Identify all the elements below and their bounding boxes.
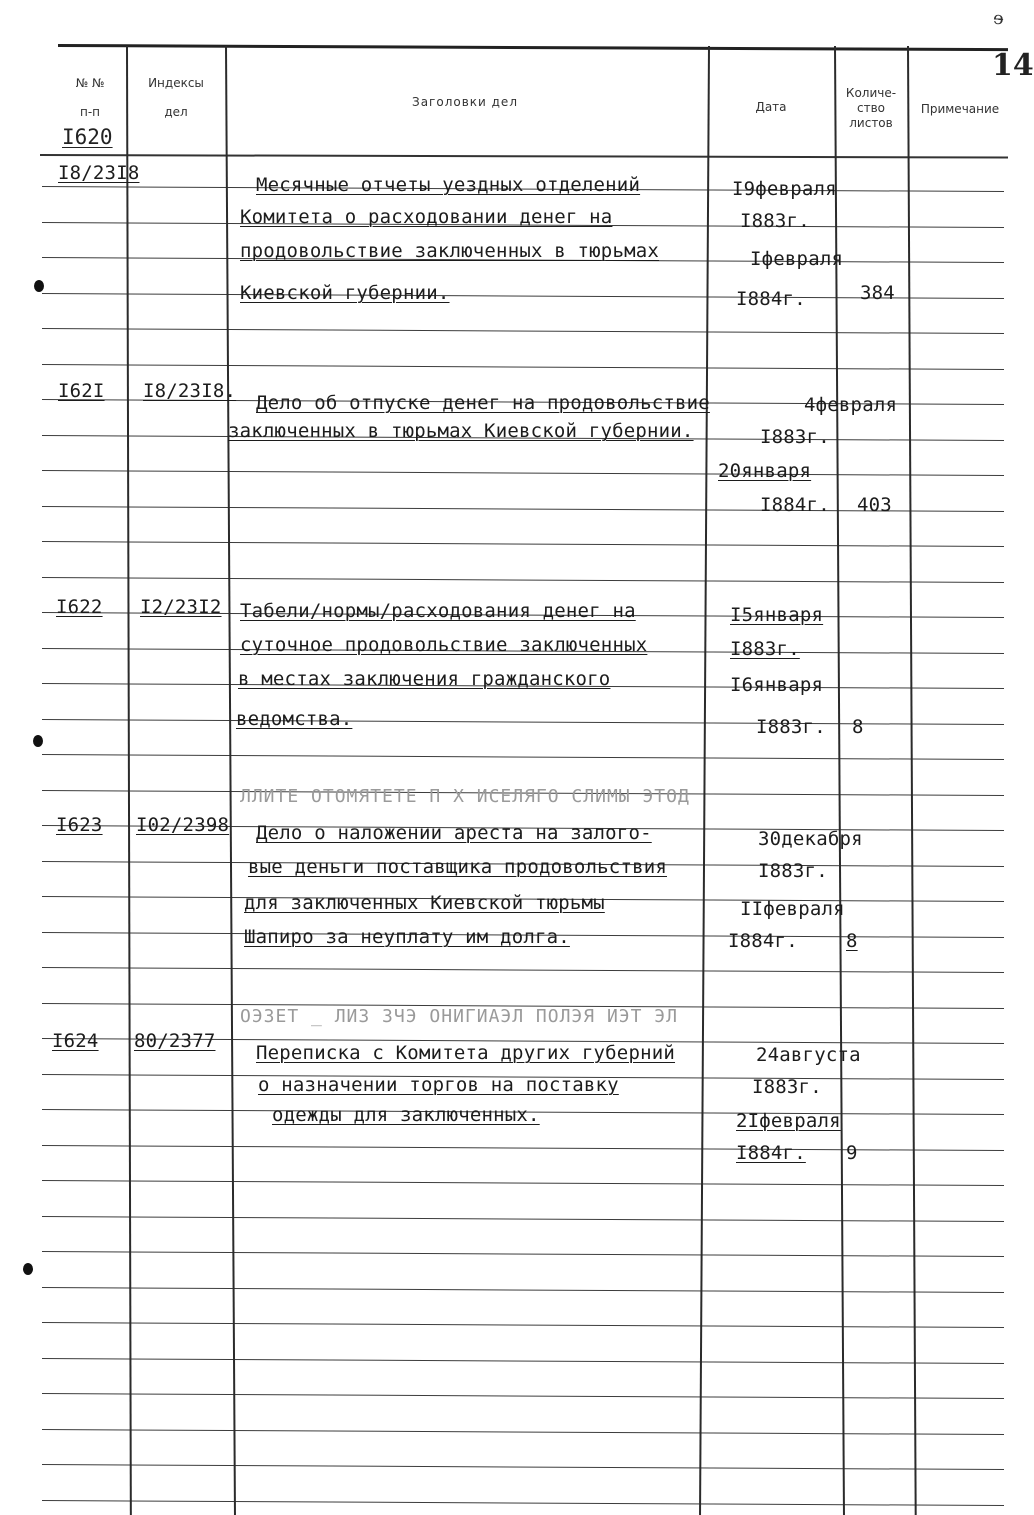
header-number-label: № № п-п bbox=[75, 76, 105, 119]
folio-number: 14 bbox=[992, 48, 1034, 83]
entry-date-end-day: 2Iфевраля bbox=[736, 1110, 841, 1132]
ruled-line bbox=[42, 1251, 1004, 1257]
entry-date-end-year: I883г. bbox=[756, 716, 826, 738]
entry-sheet-count: 9 bbox=[846, 1142, 858, 1164]
header-note-label: Примечание bbox=[920, 102, 1000, 116]
column-divider-date bbox=[699, 46, 709, 1515]
entry-sheet-count: 384 bbox=[860, 282, 895, 304]
ruled-line bbox=[42, 541, 1004, 547]
entry-title-line: Табели/нормы/расходования денег на bbox=[240, 600, 636, 622]
ruled-line bbox=[42, 1322, 1004, 1328]
header-title-label: Заголовки дел bbox=[412, 95, 518, 109]
ruled-line bbox=[42, 1145, 1004, 1151]
entry-date-start-day: 24августа bbox=[756, 1044, 861, 1066]
entry-date-end-year: I884г. bbox=[760, 494, 830, 516]
entry-date-end-year: I884г. bbox=[728, 930, 798, 952]
ruled-line bbox=[42, 967, 1004, 973]
entry-number: I623 bbox=[56, 814, 103, 836]
entry-title-line: в местах заключения гражданского bbox=[238, 668, 611, 690]
entry-title-line: Комитета о расходовании денег на bbox=[240, 206, 613, 228]
entry-date-end-day: Iфевраля bbox=[750, 248, 844, 270]
entry-index: I02/2398 bbox=[136, 814, 230, 836]
ruled-line bbox=[42, 470, 1004, 476]
ruled-line bbox=[42, 1358, 1004, 1364]
entry-date-start-year: I883г. bbox=[730, 638, 800, 660]
entry-date-start-day: I9февраля bbox=[732, 178, 837, 200]
entry-date-start-day: 4февраля bbox=[804, 394, 898, 416]
entry-title-line: о назначении торгов на поставку bbox=[258, 1074, 619, 1096]
column-divider-title bbox=[225, 46, 235, 1515]
ruled-line bbox=[42, 1500, 1004, 1506]
ruled-line bbox=[42, 1393, 1004, 1399]
bleed-through-text: ЛЛИТЕ ОТОМЯТЕТЕ П Х ИСЕЛЯГО СЛИМЫ ЭТОД bbox=[240, 786, 690, 807]
ruled-line bbox=[42, 1429, 1004, 1435]
entry-index: I8/23I8. bbox=[143, 380, 237, 402]
header-first-number: I620 bbox=[62, 125, 113, 149]
entry-title-line: Месячные отчеты уездных отделений bbox=[256, 174, 641, 196]
bleed-through-text: ОЭЗЕТ _ ЛИЗ ЗЧЭ ОНИГИАЭЛ ПОЛЭЯ ИЭТ ЭЛ bbox=[240, 1006, 678, 1027]
ruled-line bbox=[42, 1464, 1004, 1470]
entry-date-end-year: I884г. bbox=[736, 288, 806, 310]
entry-date-start-year: I883г. bbox=[752, 1076, 822, 1098]
entry-title-line: Шапиро за неуплату им долга. bbox=[244, 926, 570, 948]
entry-number: I622 bbox=[56, 596, 103, 618]
entry-title-line: Дело о наложении ареста на залого- bbox=[256, 822, 652, 844]
header-date-label: Дата bbox=[755, 100, 787, 114]
binding-hole bbox=[23, 1263, 33, 1275]
entry-title-line: для заключенных Киевской тюрьмы bbox=[244, 892, 605, 914]
corner-mark: ɘ̵ bbox=[993, 8, 1004, 29]
header-index-label: Индексы дел bbox=[148, 76, 204, 119]
entry-index: 80/2377 bbox=[134, 1030, 216, 1052]
entry-index: I8/23I8 bbox=[58, 162, 140, 184]
entry-title-line: ведомства. bbox=[236, 708, 353, 730]
entry-sheet-count: 8 bbox=[846, 930, 858, 952]
header-rule bbox=[40, 154, 1008, 159]
entry-title-line: заключенных в тюрьмах Киевской губернии. bbox=[228, 420, 694, 442]
entry-date-start-day: I5января bbox=[730, 604, 824, 626]
ruled-line bbox=[42, 1180, 1004, 1186]
entry-title-line: вые деньги поставщика продовольствия bbox=[248, 856, 668, 878]
entry-title-line: продовольствие заключенных в тюрьмах bbox=[240, 240, 660, 262]
entry-date-start-year: I883г. bbox=[758, 860, 828, 882]
ruled-line bbox=[42, 1287, 1004, 1293]
entry-date-start-year: I883г. bbox=[760, 426, 830, 448]
entry-sheet-count: 403 bbox=[857, 494, 892, 516]
ruled-line bbox=[42, 754, 1004, 760]
entry-sheet-count: 8 bbox=[852, 716, 864, 738]
entry-index: I2/23I2 bbox=[140, 596, 222, 618]
ruled-line bbox=[42, 328, 1004, 334]
entry-title-line: Переписка с Комитета других губерний bbox=[256, 1042, 676, 1064]
entry-date-end-year: I884г. bbox=[736, 1142, 806, 1164]
entry-date-end-day: 20января bbox=[718, 460, 812, 482]
entry-title-line: одежды для заключенных. bbox=[272, 1104, 540, 1126]
entry-title-line: Дело об отпуске денег на продовольствие bbox=[256, 392, 710, 414]
entry-date-end-day: I6января bbox=[730, 674, 824, 696]
column-divider-index bbox=[126, 46, 131, 1515]
binding-hole bbox=[34, 280, 44, 292]
ruled-line bbox=[42, 577, 1004, 583]
header-count-label: Количе- ство листов bbox=[845, 86, 897, 130]
ruled-line bbox=[42, 1216, 1004, 1222]
entry-date-start-day: 30декабря bbox=[758, 828, 863, 850]
entry-number: I62I bbox=[58, 380, 105, 402]
top-rule bbox=[58, 44, 1008, 51]
entry-number: I624 bbox=[52, 1030, 99, 1052]
column-divider-note bbox=[907, 46, 916, 1515]
entry-title-line: суточное продовольствие заключенных bbox=[240, 634, 648, 656]
entry-date-start-year: I883г. bbox=[740, 210, 810, 232]
binding-hole bbox=[33, 735, 43, 747]
ruled-line bbox=[42, 364, 1004, 370]
entry-date-end-day: IIфевраля bbox=[740, 898, 845, 920]
entry-title-line: Киевской губернии. bbox=[240, 282, 450, 304]
